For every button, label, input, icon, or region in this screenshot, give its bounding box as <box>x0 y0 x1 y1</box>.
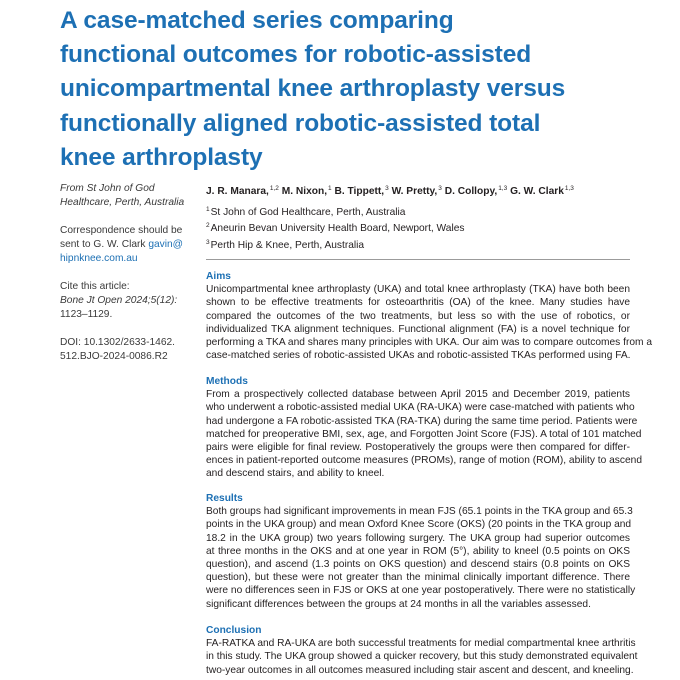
text-line: From a prospectively collected database between April 2015 and December 2019, patients <box>206 389 630 401</box>
text-line: case-matched series of robotic-assisted UKAs and robotic-assisted TKAs performed using FA. <box>206 350 631 362</box>
affiliation: $^3$Perth Hip & Knee, Perth, Australia <box>206 238 365 251</box>
text-line: at three months in the OKS and at one year in ROM (5°), ability to kneel (0.5 points on OKS <box>206 545 630 557</box>
author: B. Tippett,$^3$ <box>334 185 389 197</box>
text-line: points in the UKA group) and mean Oxford Knee Score (OKS) (20 points in the TKA group and <box>206 519 632 531</box>
doi-line: DOI: 10.1302/2633-1462. <box>60 337 175 348</box>
text-line: shown to be effective treatments for osteoarthritis (OA) of the knee. Many studies have <box>206 297 630 309</box>
correspondence-line <box>60 238 200 252</box>
text-line: pairs were eligible for final review. Postoperatively the groups were then compared for differ- <box>206 442 630 454</box>
text-line: compared the outcomes of the two treatments, but less so with the use of robotics, or <box>206 310 630 322</box>
section-heading: Conclusion <box>206 625 262 636</box>
email-link-part[interactable]: gavin@ <box>148 239 184 250</box>
section-heading: Methods <box>206 376 248 387</box>
text-line: who underwent a robotic-assisted medial UKA (RA-UKA) were case-matched with patients who <box>206 402 635 414</box>
sidebar <box>60 182 200 378</box>
doi-line: 512.BJO-2024-0086.R2 <box>60 351 168 362</box>
text-line: were no differences seen in FJS or OKS at one year postoperatively. There were no statistically <box>206 585 636 597</box>
title-line: A case-matched series comparing <box>60 7 454 34</box>
author: D. Collopy,$^{1,3}$ <box>444 185 508 197</box>
author: M. Nixon,$^1$ <box>281 185 332 197</box>
text-line: two-year outcomes in all outcomes measured including stair ascent and descent, and kneeling. <box>206 664 634 676</box>
text-line: significant differences between the groups at 24 months in all the variables assessed. <box>206 598 591 610</box>
institution-note <box>60 182 200 210</box>
text-line: Unicompartmental knee arthroplasty (UKA) and total knee arthroplasty (TKA) have both been <box>206 284 630 296</box>
text-line: had undergone a FA robotic-assisted TKA (RA-TKA) during the same time period. Patients were <box>206 415 638 427</box>
title-line: knee arthroplasty <box>60 143 263 171</box>
text-line: performing a TKA and shares many principles with UKA. Our aim was to compare outcomes from a <box>206 337 652 349</box>
correspondence-note <box>60 224 200 266</box>
results-section <box>206 492 636 611</box>
text-line: question), and ascend (1.3 points on OKS question) and descend stairs (0.8 points on OKS <box>206 559 630 571</box>
text-line: and descend stairs, and ability to kneel. <box>206 468 385 480</box>
citation-block <box>60 280 200 322</box>
text-line: question), but these were not greater than the minimal clinically important difference. There <box>206 572 630 584</box>
section-heading: Aims <box>206 271 231 282</box>
methods-section <box>206 375 642 481</box>
conclusion-section <box>206 624 638 677</box>
text-line: Both groups had significant improvements in mean FJS (65.1 points in the TKA group and 65.3 <box>206 506 633 518</box>
text-line: matched for preoperative BMI, sex, age, and Forgotten Joint Score (FJS). A total of 101 matched <box>206 428 642 440</box>
affiliation-list <box>206 203 666 252</box>
article-title <box>60 4 660 175</box>
section-heading: Results <box>206 493 243 504</box>
cite-line: 1123–1129. <box>60 309 113 320</box>
correspondence-line: Correspondence should be <box>60 225 183 236</box>
aims-section <box>206 270 652 362</box>
text-line: 18.2 in the UKA group) two years following surgery. The UKA group had superior outcomes <box>206 532 630 544</box>
author-list <box>206 182 666 199</box>
text-line: in this study. The UKA group showed a quicker recovery, but this study demonstrated equivalent <box>206 651 638 663</box>
text-line: ences in patient-reported outcome measures (PROMs), range of motion (ROM), ability to ascend <box>206 455 642 467</box>
author: G. W. Clark$^{1,3}$ <box>510 185 574 197</box>
title-line: unicompartmental knee arthroplasty versus <box>60 75 566 103</box>
correspondence-text: sent to G. W. Clark <box>60 239 149 250</box>
email-link-part[interactable]: hipnknee.com.au <box>60 253 138 264</box>
institution-line: Healthcare, Perth, Australia <box>60 197 185 208</box>
text-line: individualized TKA alignment techniques. Functional alignment (FA) is a novel technique for <box>206 323 630 335</box>
title-line: functionally aligned robotic-assisted total <box>60 109 541 137</box>
author: J. R. Manara,$^{1,2}$ <box>206 185 279 197</box>
doi-block <box>60 336 200 364</box>
cite-intro: Cite this article: <box>60 281 130 292</box>
affiliation: $^2$Aneurin Bevan University Health Board, Newport, Wales <box>206 222 465 235</box>
institution-line: From St John of God <box>60 183 155 194</box>
author: W. Pretty,$^3$ <box>391 185 442 197</box>
cite-line: Bone Jt Open 2024;5(12): <box>60 295 178 306</box>
title-line: functional outcomes for robotic-assisted <box>60 41 532 69</box>
text-line: FA-RATKA and RA-UKA are both successful treatments for medial compartmental knee arthritis <box>206 638 636 650</box>
affiliation: $^1$St John of God Healthcare, Perth, Australia <box>206 206 406 218</box>
divider <box>206 259 630 260</box>
